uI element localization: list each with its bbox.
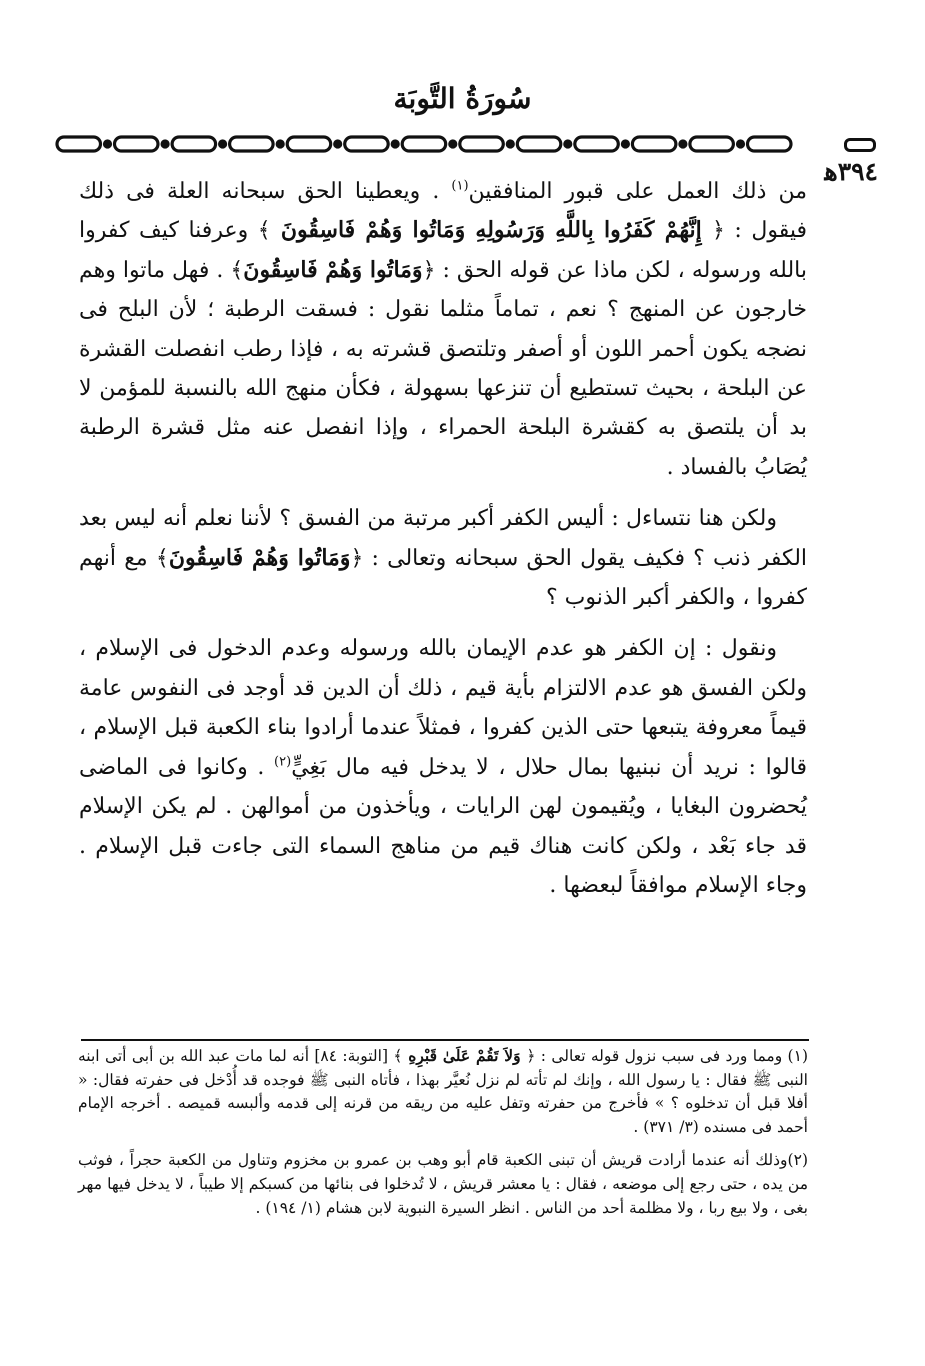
text-run: ولكن هنا نتساءل : أليس الكفر أكبر مرتبة من الفسق ؟ لأننا نعلم أنه ليس بعد الكفر ذنب ؟ فكيف يقول الحق سبحانه وتعالى : (79, 506, 808, 571)
chain-dot (565, 141, 571, 147)
chain-dot (622, 141, 628, 147)
paragraph (79, 172, 807, 487)
chain-dot (392, 141, 398, 147)
verse-open-bracket: ﴿ (711, 218, 725, 244)
footnote-number: (١) (787, 1047, 808, 1065)
text-run: وذلك أنه عندما أرادت قريش أن تبنى الكعبة قام أبو وهب بن عمرو بن مخزوم وتناول من الكعبة حجراً ، فوثب من يده ، حتى رجع إلى موضعه ، فقال : يا معشر قريش ، لا تُدخلوا فى بنائها من كسبكم إلا طيباً ، لا يدخل فيها مهر بغى ، ولا بيع ربا ، ولا مظلمة أحد من الناس . انظر السيرة النبوية لابن هشام (١/ ١٩٤) . (78, 1151, 808, 1217)
text-run: . وكانوا فى الماضى يُحضرون البغايا ، ويُقيمون لهن الرايات ، ويأخذون من أموالهن . لم يكن الإسلام قد جاء بَعْد ، ولكن كانت هناك قيم من مناهج السماء التى جاءت قبل الإسلام . وجاء الإسلام موافقاً لبعضها . (79, 754, 807, 898)
page-number-suffix: ﻫ (824, 157, 838, 186)
chain-link (287, 137, 331, 151)
text-run: مع أنهم كفروا ، والكفر أكبر الذنوب ؟ (79, 545, 807, 611)
text-run: وعرفنا كيف كفروا بالله ورسوله ، لكن ماذا عن قوله الحق : (79, 218, 807, 283)
chain-dot (277, 141, 283, 147)
chain-dot (220, 141, 226, 147)
chain-link (690, 137, 734, 151)
chain-link (402, 137, 446, 151)
footnote-reference[interactable]: (٢) (274, 754, 292, 770)
quran-verse: إِنَّهُمْ كَفَرُوا بِاللَّهِ وَرَسُولِهِ وَمَاتُوا وَهُمْ فَاسِقُونَ (270, 217, 712, 244)
chain-link (460, 137, 504, 151)
paragraph (79, 499, 807, 617)
text-run: ونقول : إن الكفر هو عدم الإيمان بالله ورسوله وعدم الدخول فى الإسلام ، ولكن الفسق هو عدم الالتزام بأية قيم ، ذلك أن الدين قد أوجد فى النفوس عامة قيماً معروفة يتبعها حتى الذين كفروا ، فمثلاً عندما أرادوا بناء الكعبة قبل الإسلام ، قالوا : نريد أن نبنيها بمال حلال ، لا يدخل فيه مال بَغِيٍّ (79, 636, 807, 780)
paragraph (79, 629, 807, 905)
verse-close-bracket: ﴾ (230, 257, 244, 283)
verse-close-bracket: ﴾ (257, 218, 271, 244)
text-run: [التوبة: ٨٤] أنه لما مات عبد الله بن أبى أتى ابنه النبى ﷺ فقال : يا رسول الله ، وإنك لم تأته لم نزل نُعيَّر بهذا ، فأتاه النبى ﷺ فوجده قد أُدْخل فى حفرته فقال: « أفلا قبل أن تدخلوه ؟ » فأخرج من حفرته وتفل عليه من ريقه من قرنه إلى قدمه وألبسه قميصه . أخرجه الإمام أحمد فى مسنده (٣/ ٣٧١) . (78, 1047, 808, 1136)
chain-link (575, 137, 619, 151)
chain-dot (335, 141, 341, 147)
chain-link (632, 137, 676, 151)
chain-dot (162, 141, 168, 147)
chain-link (748, 137, 792, 151)
chain-dot (105, 141, 111, 147)
text-run: . فهل ماتوا وهم خارجون عن المنهج ؟ نعم ، تماماً مثلما نقول : فسقت الرطبة ؛ لأن البلح فى نضجه يكون أحمر اللون أو أصفر وتلتصق قشرته به ، فإذا رطب انفصلت القشرة عن البلحة ، بحيث تستطيع أن تنزعها بسهولة ، فكأن منهج الله بالنسبة للمؤمن لا بد أن يلتصق به كقشرة البلحة الحمراء ، وإذا انفصل عنه مثل قشرة الرطبة يُصَابُ بالفساد . (79, 257, 807, 480)
main-text (79, 172, 807, 917)
text-run: من ذلك العمل على قبور المنافقين (468, 179, 807, 204)
text-run: ومما ورد فى سبب نزول قوله تعالى : (535, 1047, 788, 1065)
footnote (78, 1044, 808, 1139)
quran-verse: وَلاَ تَقُمْ عَلَىٰ قَبْرِهِ (402, 1046, 527, 1065)
page-number (808, 128, 878, 186)
footnote-number: (٢) (787, 1151, 808, 1170)
chain-link (230, 137, 274, 151)
chain-link (172, 137, 216, 151)
page-number-ornament (844, 138, 876, 152)
chain-link (57, 137, 101, 151)
verse-close-bracket: ﴾ (155, 545, 169, 571)
footnote-separator (81, 1039, 809, 1041)
footnote-reference[interactable]: (١) (451, 178, 469, 194)
footnotes (78, 1044, 808, 1230)
page-number-value: ٣٩٤ (837, 157, 878, 186)
quran-verse: وَمَاتُوا وَهُمْ فَاسِقُونَ (243, 256, 423, 283)
quran-verse: وَمَاتُوا وَهُمْ فَاسِقُونَ (168, 544, 351, 571)
verse-open-bracket: ﴿ (422, 257, 436, 283)
chain-link (345, 137, 389, 151)
verse-open-bracket: ﴿ (350, 545, 364, 571)
chain-dot (680, 141, 686, 147)
footnote (78, 1149, 808, 1220)
surah-title: سُورَةُ التَّوبَة (393, 82, 532, 115)
chain-dot (450, 141, 456, 147)
text-run: . ويعطينا الحق سبحانه العلة فى ذلك فيقول : (79, 179, 807, 244)
verse-open-bracket: ﴿ (526, 1047, 536, 1065)
verse-close-bracket: ﴾ (393, 1047, 403, 1065)
chain-link (517, 137, 561, 151)
chain-dot (507, 141, 513, 147)
chain-dot (738, 141, 744, 147)
decorative-chain-border (52, 126, 800, 162)
chain-link (115, 137, 159, 151)
